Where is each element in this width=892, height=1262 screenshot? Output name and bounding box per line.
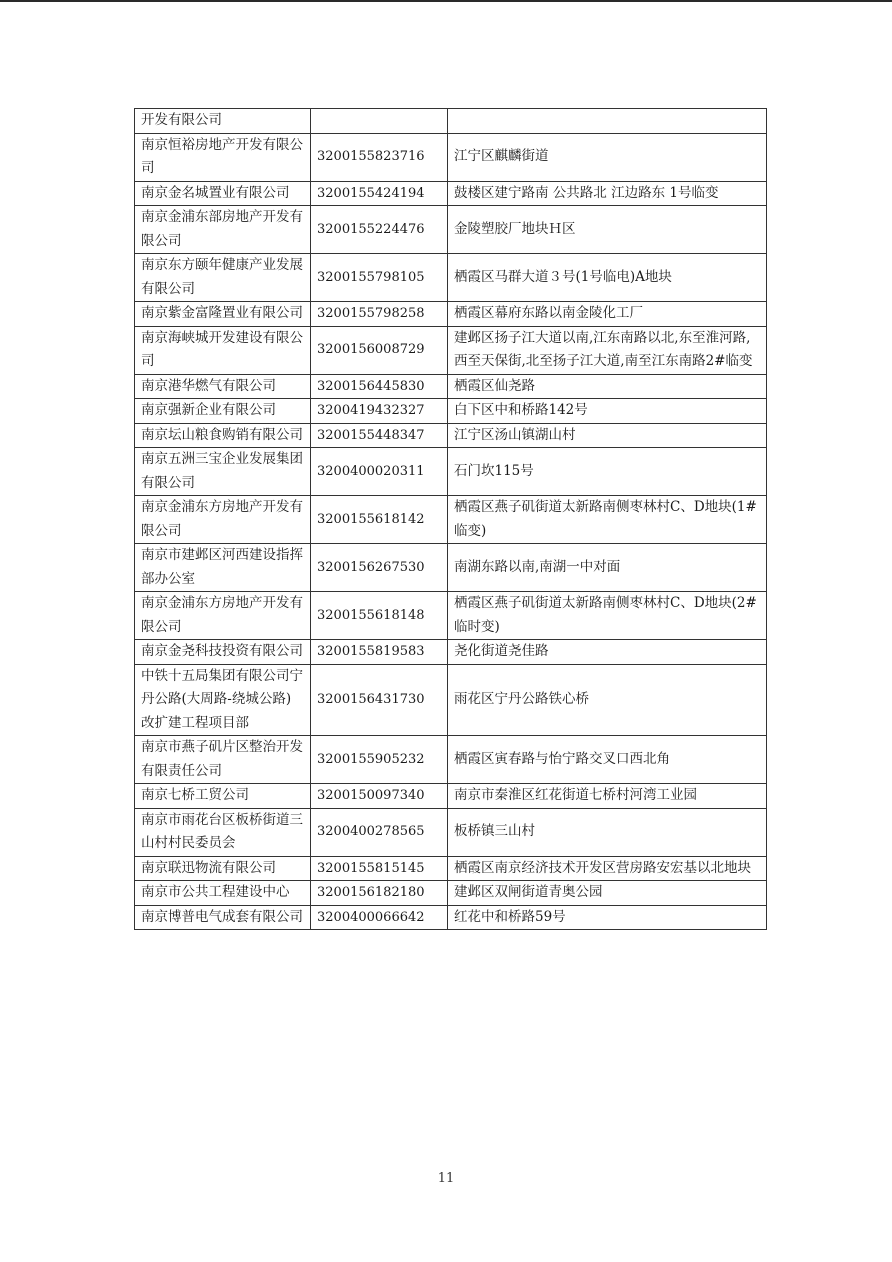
address-cell: 鼓楼区建宁路南 公共路北 江边路东 1号临变 bbox=[448, 181, 767, 206]
company-name-cell: 南京五洲三宝企业发展集团有限公司 bbox=[135, 448, 311, 496]
table-row bbox=[135, 423, 767, 448]
company-name-cell: 南京恒裕房地产开发有限公司 bbox=[135, 133, 311, 181]
table-row bbox=[135, 856, 767, 881]
account-number-cell: 3200156008729 bbox=[311, 326, 448, 374]
table-row bbox=[135, 109, 767, 134]
table-row bbox=[135, 640, 767, 665]
table-row bbox=[135, 881, 767, 906]
address-cell: 南京市秦淮区红花街道七桥村河湾工业园 bbox=[448, 784, 767, 809]
company-name-cell: 南京金浦东方房地产开发有限公司 bbox=[135, 592, 311, 640]
table-row bbox=[135, 496, 767, 544]
account-number-cell: 3200155905232 bbox=[311, 736, 448, 784]
account-number-cell: 3200155618142 bbox=[311, 496, 448, 544]
company-name-cell: 南京海峡城开发建设有限公司 bbox=[135, 326, 311, 374]
table-row bbox=[135, 399, 767, 424]
address-cell: 石门坎115号 bbox=[448, 448, 767, 496]
address-cell: 栖霞区马群大道３号(1号临电)A地块 bbox=[448, 254, 767, 302]
account-number-cell: 3200150097340 bbox=[311, 784, 448, 809]
account-number-cell: 3200419432327 bbox=[311, 399, 448, 424]
address-cell: 雨花区宁丹公路铁心桥 bbox=[448, 664, 767, 736]
address-cell: 金陵塑胶厂地块Ｈ区 bbox=[448, 206, 767, 254]
account-number-cell: 3200155618148 bbox=[311, 592, 448, 640]
account-number-cell: 3200400020311 bbox=[311, 448, 448, 496]
account-number-cell: 3200155823716 bbox=[311, 133, 448, 181]
records-table-body bbox=[135, 109, 767, 930]
company-name-cell: 南京市雨花台区板桥街道三山村村民委员会 bbox=[135, 808, 311, 856]
table-row bbox=[135, 544, 767, 592]
address-cell: 南湖东路以南,南湖一中对面 bbox=[448, 544, 767, 592]
company-name-cell: 南京强新企业有限公司 bbox=[135, 399, 311, 424]
company-name-cell: 南京市公共工程建设中心 bbox=[135, 881, 311, 906]
address-cell: 板桥镇三山村 bbox=[448, 808, 767, 856]
account-number-cell: 3200155798105 bbox=[311, 254, 448, 302]
company-name-cell: 南京金尧科技投资有限公司 bbox=[135, 640, 311, 665]
table-row bbox=[135, 784, 767, 809]
company-name-cell: 南京博普电气成套有限公司 bbox=[135, 905, 311, 930]
account-number-cell bbox=[311, 109, 448, 134]
company-name-cell: 南京市建邺区河西建设指挥部办公室 bbox=[135, 544, 311, 592]
account-number-cell: 3200156431730 bbox=[311, 664, 448, 736]
table-row bbox=[135, 664, 767, 736]
table-row bbox=[135, 254, 767, 302]
address-cell: 红花中和桥路59号 bbox=[448, 905, 767, 930]
company-name-cell: 南京金名城置业有限公司 bbox=[135, 181, 311, 206]
address-cell: 栖霞区南京经济技术开发区营房路安宏基以北地块 bbox=[448, 856, 767, 881]
address-cell: 栖霞区寅春路与怡宁路交叉口西北角 bbox=[448, 736, 767, 784]
table-row bbox=[135, 133, 767, 181]
address-cell: 白下区中和桥路142号 bbox=[448, 399, 767, 424]
address-cell: 建邺区双闸街道青奥公园 bbox=[448, 881, 767, 906]
company-name-cell: 南京七桥工贸公司 bbox=[135, 784, 311, 809]
account-number-cell: 3200155798258 bbox=[311, 302, 448, 327]
address-cell: 尧化街道尧佳路 bbox=[448, 640, 767, 665]
company-name-cell: 南京联迅物流有限公司 bbox=[135, 856, 311, 881]
company-name-cell: 南京东方颐年健康产业发展有限公司 bbox=[135, 254, 311, 302]
account-number-cell: 3200400066642 bbox=[311, 905, 448, 930]
table-row bbox=[135, 736, 767, 784]
account-number-cell: 3200155819583 bbox=[311, 640, 448, 665]
table-row bbox=[135, 448, 767, 496]
company-name-cell: 南京市燕子矶片区整治开发有限责任公司 bbox=[135, 736, 311, 784]
address-cell: 栖霞区幕府东路以南金陵化工厂 bbox=[448, 302, 767, 327]
company-name-cell: 中铁十五局集团有限公司宁丹公路(大周路-绕城公路)改扩建工程项目部 bbox=[135, 664, 311, 736]
company-name-cell: 南京金浦东方房地产开发有限公司 bbox=[135, 496, 311, 544]
table-row bbox=[135, 592, 767, 640]
address-cell: 栖霞区仙尧路 bbox=[448, 374, 767, 399]
page-number: 11 bbox=[437, 1171, 455, 1186]
table-row bbox=[135, 808, 767, 856]
table-row bbox=[135, 302, 767, 327]
company-name-cell: 南京金浦东部房地产开发有限公司 bbox=[135, 206, 311, 254]
account-number-cell: 3200156267530 bbox=[311, 544, 448, 592]
table-row bbox=[135, 374, 767, 399]
company-name-cell: 南京港华燃气有限公司 bbox=[135, 374, 311, 399]
company-name-cell: 南京坛山粮食购销有限公司 bbox=[135, 423, 311, 448]
address-cell: 江宁区麒麟街道 bbox=[448, 133, 767, 181]
records-table bbox=[134, 108, 767, 930]
address-cell bbox=[448, 109, 767, 134]
table-row bbox=[135, 206, 767, 254]
company-name-cell: 南京紫金富隆置业有限公司 bbox=[135, 302, 311, 327]
address-cell: 建邺区扬子江大道以南,江东南路以北,东至淮河路,西至天保街,北至扬子江大道,南至江东南路2#临变 bbox=[448, 326, 767, 374]
top-border-line bbox=[0, 0, 892, 2]
address-cell: 栖霞区燕子矶街道太新路南侧枣林村C、D地块(1#临变) bbox=[448, 496, 767, 544]
address-cell: 栖霞区燕子矶街道太新路南侧枣林村C、D地块(2#临时变) bbox=[448, 592, 767, 640]
table-row bbox=[135, 905, 767, 930]
address-cell: 江宁区汤山镇湖山村 bbox=[448, 423, 767, 448]
account-number-cell: 3200155448347 bbox=[311, 423, 448, 448]
company-name-cell: 开发有限公司 bbox=[135, 109, 311, 134]
account-number-cell: 3200400278565 bbox=[311, 808, 448, 856]
account-number-cell: 3200156445830 bbox=[311, 374, 448, 399]
account-number-cell: 3200155224476 bbox=[311, 206, 448, 254]
account-number-cell: 3200155815145 bbox=[311, 856, 448, 881]
account-number-cell: 3200155424194 bbox=[311, 181, 448, 206]
table-row bbox=[135, 181, 767, 206]
table-row bbox=[135, 326, 767, 374]
account-number-cell: 3200156182180 bbox=[311, 881, 448, 906]
